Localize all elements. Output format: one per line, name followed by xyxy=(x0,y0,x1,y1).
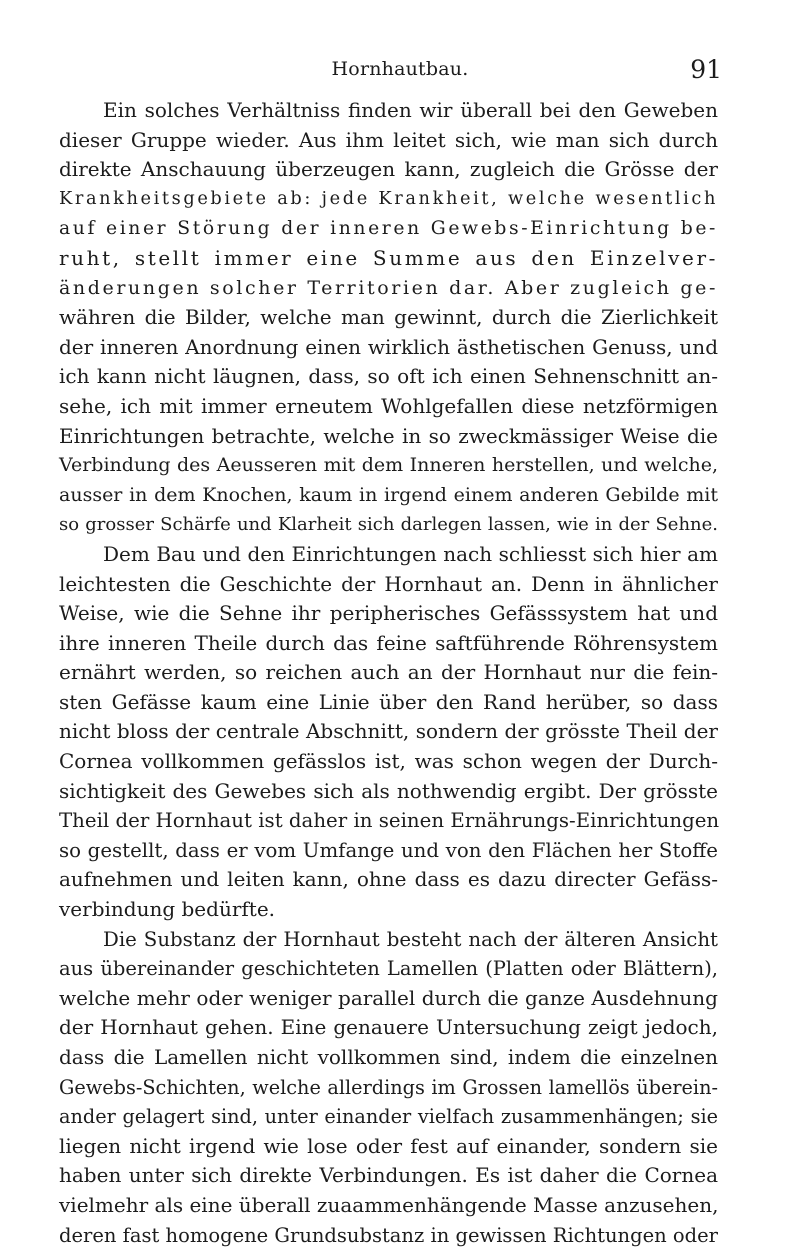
text-line: direkte Anschauung überzeugen kann, zugleich die Grösse der xyxy=(59,157,718,182)
text-line: Dem Bau und den Einrichtungen nach schliesst sich hier am xyxy=(103,541,718,566)
text-line: sichtigkeit des Gewebes sich als nothwendig ergibt. Der grösste xyxy=(59,778,718,803)
text-line: leichtesten die Geschichte der Hornhaut an. Denn in ähnlicher xyxy=(59,571,718,596)
running-title: Hornhautbau. xyxy=(331,58,469,80)
text-line: verbindung bedürfte. xyxy=(59,897,276,922)
text-line: ihre inneren Theile durch das feine saftführende Röhrensystem xyxy=(59,630,718,655)
running-head xyxy=(80,55,722,86)
text-line: Cornea vollkommen gefässlos ist, was schon wegen der Durch- xyxy=(59,749,718,774)
text-line: so gestellt, dass er vom Umfange und von den Flächen her Stoffe xyxy=(59,838,718,862)
text-line: Verbindung des Aeusseren mit dem Inneren herstellen, und welche, xyxy=(59,454,718,477)
text-line: Weise, wie die Sehne ihr peripherisches Gefässsystem hat und xyxy=(59,601,718,626)
text-line: Krankheitsgebiete ab: jede Krankheit, welche wesentlich xyxy=(59,188,718,209)
text-line: dass die Lamellen nicht vollkommen sind, indem die einzelnen xyxy=(59,1045,718,1069)
text-line: haben unter sich direkte Verbindungen. Es ist daher die Cornea xyxy=(59,1163,718,1188)
text-line: welche mehr oder weniger parallel durch die ganze Ausdehnung xyxy=(59,985,718,1010)
text-line: sehe, ich mit immer erneutem Wohlgefallen diese netzförmigen xyxy=(59,393,718,418)
text-line: änderungen solcher Territorien dar. Aber zugleich ge- xyxy=(59,276,718,299)
text-line: währen die Bilder, welche man gewinnt, durch die Zierlichkeit xyxy=(59,305,718,330)
text-line: der inneren Anordnung einen wirklich ästhetischen Genuss, und xyxy=(59,334,718,359)
text-line: aufnehmen und leiten kann, ohne dass es dazu directer Gefäss- xyxy=(59,867,718,892)
text-line: aus übereinander geschichteten Lamellen (Platten oder Blättern), xyxy=(59,957,718,981)
text-line: vielmehr als eine überall zuaammenhängende Masse anzusehen, xyxy=(59,1192,719,1217)
text-line: Die Substanz der Hornhaut besteht nach der älteren Ansicht xyxy=(103,927,718,951)
text-line: dieser Gruppe wieder. Aus ihm leitet sich, wie man sich durch xyxy=(59,127,718,152)
text-line: der Hornhaut gehen. Eine genauere Untersuchung zeigt jedoch, xyxy=(59,1015,718,1040)
text-line: deren fast homogene Grundsubstanz in gewissen Richtungen oder xyxy=(59,1223,718,1247)
text-line: liegen nicht irgend wie lose oder fest auf einander, sondern sie xyxy=(59,1133,718,1158)
body-text xyxy=(59,96,718,1250)
text-line: ich kann nicht läugnen, dass, so oft ich einen Sehnenschnitt an- xyxy=(59,364,718,389)
text-line: Gewebs-Schichten, welche allerdings im Grossen lamellös überein- xyxy=(59,1075,718,1099)
text-line: sten Gefässe kaum eine Linie über den Rand herüber, so dass xyxy=(59,689,718,714)
page-number: 91 xyxy=(690,55,722,84)
text-line: so grosser Schärfe und Klarheit sich darlegen lassen, wie in der Sehne. xyxy=(59,514,718,536)
text-line: ernährt werden, so reichen auch an der Hornhaut nur die fein- xyxy=(59,660,718,685)
text-line: auf einer Störung der inneren Gewebs-Einrichtung be- xyxy=(59,218,718,240)
text-line: Theil der Hornhaut ist daher in seinen Ernährungs-Einrichtungen xyxy=(59,809,720,833)
text-line: nicht bloss der centrale Abschnitt, sondern der grösste Theil der xyxy=(59,719,718,744)
text-line: Einrichtungen betrachte, welche in so zweckmässiger Weise die xyxy=(59,423,718,448)
text-line: ausser in dem Knochen, kaum in irgend einem anderen Gebilde mit xyxy=(59,483,718,506)
text-line: ander gelagert sind, unter einander vielfach zusammenhängen; sie xyxy=(59,1105,718,1129)
text-line: ruht, stellt immer eine Summe aus den Einzelver- xyxy=(59,245,718,270)
text-line: Ein solches Verhältniss finden wir überall bei den Geweben xyxy=(103,98,718,122)
